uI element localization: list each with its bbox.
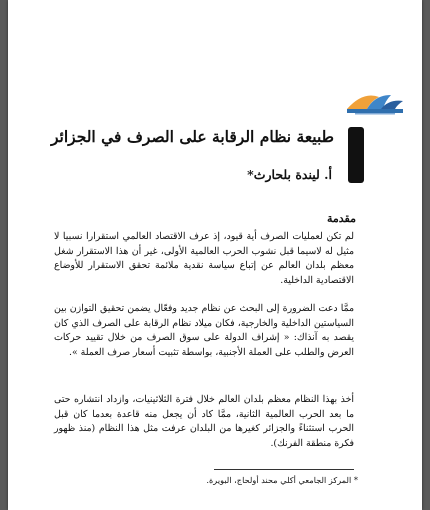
journal-logo-icon — [345, 89, 405, 115]
section-heading: مقدمة — [326, 212, 356, 225]
paragraph-3: أخذ بهذا النظام معظم بلدان العالم خلال فترة الثلاثينيات، وازداد انتشاره حتى ما بعد الحرب العالمية الثانية، ممَّا كاد أن يجعل منه قاعدة بعدما كان قبل الحرب استثناءً والجزائر كغيرها من البلدان عرفت مثل هذا النظام (منذ ظهور فكرة منطقة الفرنك). — [54, 394, 354, 449]
author-name: أ. ليندة بلحارث* — [247, 167, 332, 182]
paragraph-1: لم تكن لعمليات الصرف أية قيود، إذ عرف الاقتصاد العالمي استقرارا نسبيا لا مثيل له لاسيما قبل نشوب الحرب العالمية الأولى، غير أن هذا الاستقرار شغل معظم بلدان العالم عن إتباع سياسة نقدية ملائمة تحقق الاستقرار للأوضاع الاقتصادية الداخلية. — [54, 231, 354, 286]
article-title: طبيعة نظام الرقابة على الصرف في الجزائر — [50, 127, 334, 146]
paragraph-2: ممَّا دعت الضرورة إلى البحث عن نظام جديد وفعّال يضمن تحقيق التوازن بين السياستين الداخلية والخارجية، فكان ميلاد نظام الرقابة على الصرف الذي كان يقصد به آنذاك: « إشراف الدولة على سوق الصرف من خلال تقييد حركات العرض والطلب على العملة الأجنبية، بواسطة تثبيت أسعار صرف العملة ». — [54, 303, 354, 358]
document-page — [8, 0, 422, 510]
footnote: * المركز الجامعي أكلي محند أولحاج، البويرة. — [206, 475, 358, 485]
title-accent-bar — [348, 127, 364, 183]
footnote-divider — [214, 469, 354, 470]
